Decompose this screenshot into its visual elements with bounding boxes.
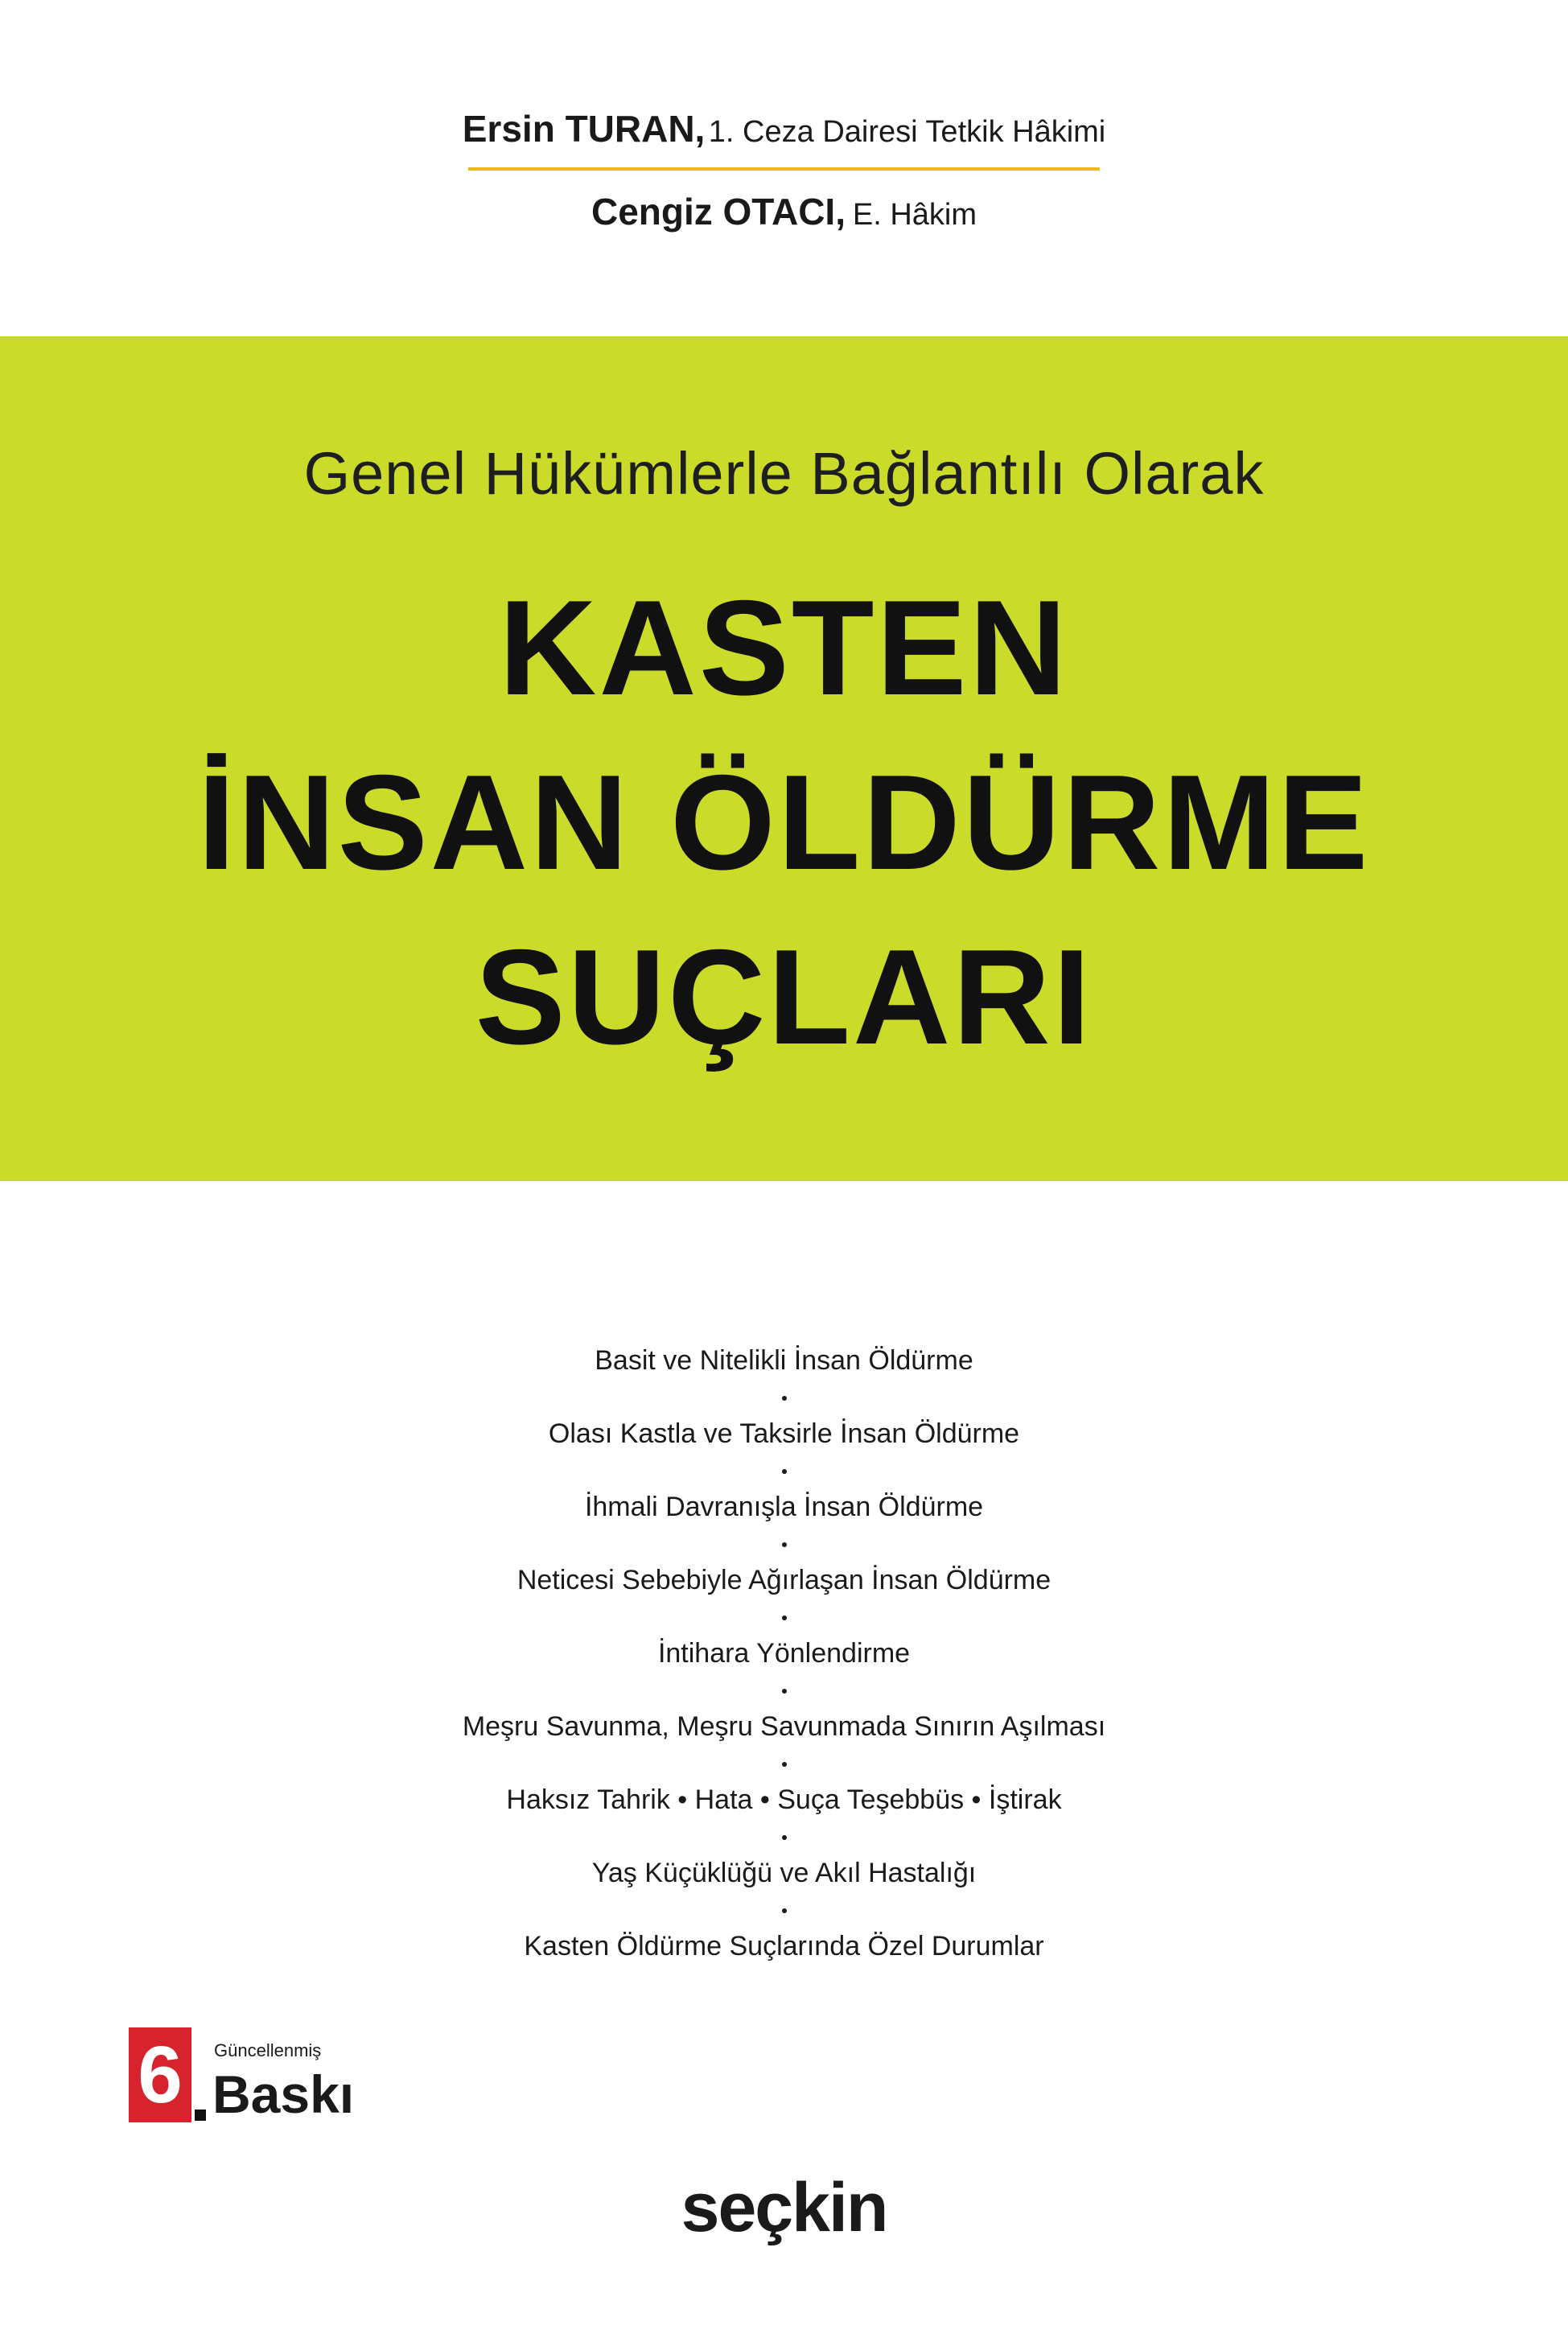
cover-title-line-1: KASTEN <box>499 572 1069 723</box>
topic-separator-dot <box>782 1908 787 1913</box>
topic-item: Neticesi Sebebiyle Ağırlaşan İnsan Öldürme <box>516 1565 1052 1595</box>
topic-separator-dot <box>782 1762 787 1767</box>
topic-item: Yaş Küçüklüğü ve Akıl Hastalığı <box>591 1858 977 1888</box>
cover-title-line-2: İNSAN ÖLDÜRME <box>197 747 1371 898</box>
topic-separator-dot <box>782 1396 787 1401</box>
topic-separator-dot <box>782 1542 787 1547</box>
edition-label: Baskı <box>212 2064 355 2124</box>
author-line-1 <box>0 107 1568 150</box>
topic-item: Meşru Savunma, Meşru Savunmada Sınırın Aşılması <box>462 1711 1106 1742</box>
topic-item: Olası Kastla ve Taksirle İnsan Öldürme <box>548 1418 1020 1449</box>
topic-item: İhmali Davranışla İnsan Öldürme <box>584 1492 984 1522</box>
topic-item: Kasten Öldürme Suçlarında Özel Durumlar <box>524 1931 1044 1961</box>
author-role: 1. Ceza Dairesi Tetkik Hâkimi <box>708 115 1106 149</box>
edition-number: 6 <box>129 2027 191 2122</box>
topic-item: Haksız Tahrik • Hata • Suça Teşebbüs • İştirak <box>506 1784 1062 1815</box>
cover-title-line-3: SUÇLARI <box>475 921 1093 1072</box>
author-role: E. Hâkim <box>852 198 977 232</box>
topic-separator-dot <box>782 1835 787 1840</box>
title-band <box>0 336 1568 1181</box>
author-line-2 <box>0 190 1568 233</box>
topic-item: İntihara Yönlendirme <box>657 1638 911 1669</box>
topic-separator-dot <box>782 1469 787 1474</box>
edition-badge <box>129 2027 370 2132</box>
author-divider <box>468 167 1100 171</box>
edition-dot <box>195 2110 206 2121</box>
publisher-logo: seçkin <box>681 2169 887 2246</box>
topic-separator-dot <box>782 1689 787 1694</box>
topic-separator-dot <box>782 1616 787 1620</box>
topic-item: Basit ve Nitelikli İnsan Öldürme <box>595 1345 973 1376</box>
author-name: Cengiz OTACI, <box>591 191 846 233</box>
author-name: Ersin TURAN, <box>462 108 706 150</box>
edition-small-label: Güncellenmiş <box>214 2040 322 2060</box>
cover-subtitle: Genel Hükümlerle Bağlantılı Olarak <box>303 440 1265 507</box>
